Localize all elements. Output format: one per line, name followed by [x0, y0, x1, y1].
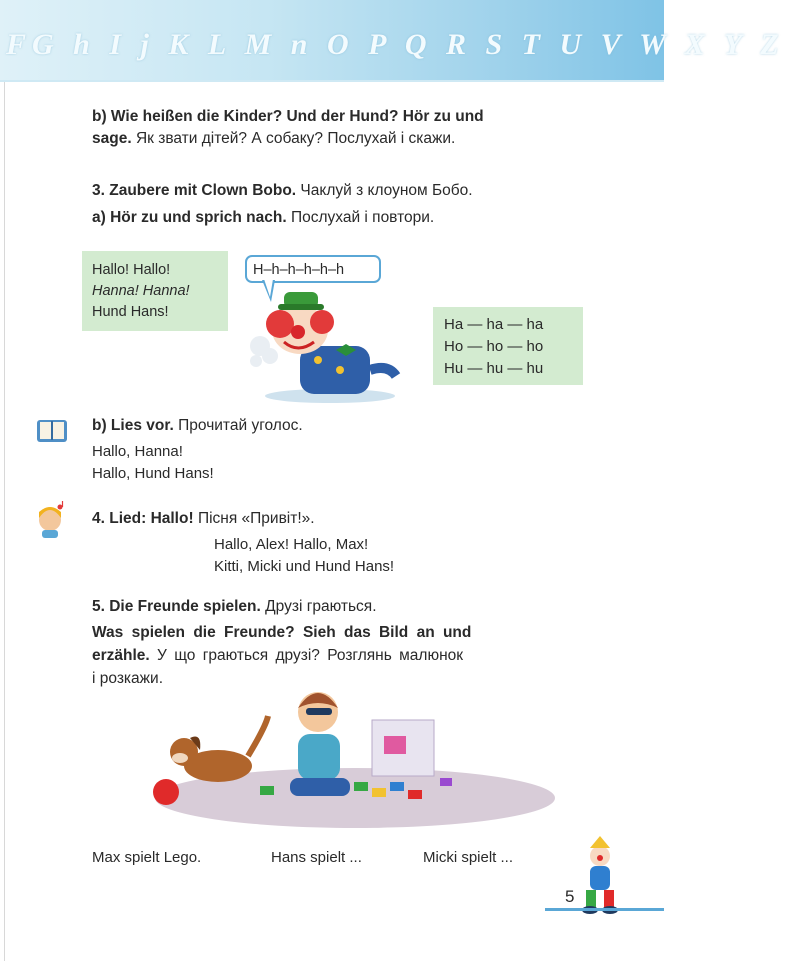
caption-max: Max spielt Lego. — [92, 849, 202, 866]
page-number: 5 — [565, 887, 575, 906]
small-clown-icon — [576, 836, 626, 914]
song-line2: Kitti, Micki und Hund Hans! — [214, 558, 395, 575]
task3b-line2: Hallo, Hund Hans! — [92, 465, 214, 482]
singing-girl-icon — [36, 502, 66, 538]
greeting-line1: Hallo! Hallo! — [92, 262, 171, 278]
task2b-ukrainian: Як звати дітей? А собаку? Послухай і скажи. — [135, 130, 456, 147]
task3-german: 3. Zaubere mit Clown Bobo. — [92, 182, 297, 199]
task2b-german-end: sage. — [92, 130, 132, 147]
task5-german: 5. Die Freunde spielen. — [92, 598, 261, 615]
task3a-heading — [92, 207, 434, 229]
clown-bobo-illustration — [240, 286, 405, 404]
task5-ukrainian: Друзі граються. — [265, 598, 377, 615]
greeting-line3: Hund Hans! — [92, 304, 169, 320]
task2b-line1 — [92, 106, 484, 128]
syllable-line3: Hu — hu — hu — [444, 360, 544, 377]
caption-micki: Micki spielt ... — [423, 849, 514, 866]
banner-edge — [0, 80, 664, 82]
task3b-line1: Hallo, Hanna! — [92, 443, 183, 460]
task5-question-line3: і розкажи. — [92, 670, 163, 687]
alphabet-banner — [0, 0, 785, 82]
task5-question-ukrainian: У що граються друзі? Розглянь малюнок — [157, 647, 464, 664]
task3a-german: a) Hör zu und sprich nach. — [92, 209, 287, 226]
task4-german: 4. Lied: Hallo! — [92, 510, 194, 527]
task5-question-line2 — [92, 645, 463, 667]
task4-ukrainian: Пісня «Привіт!». — [197, 510, 315, 527]
speech-bubble: H–h–h–h–h–h — [245, 255, 381, 283]
task5-heading — [92, 596, 377, 618]
task5-question-german-end: erzähle. — [92, 647, 150, 664]
syllable-line1: Ha — ha — ha — [444, 316, 544, 333]
task3b-german: b) Lies vor. — [92, 417, 174, 434]
task3a-ukrainian: Послухай і повтори. — [290, 209, 435, 226]
syllable-line2: Ho — ho — ho — [444, 338, 544, 355]
task4-heading — [92, 508, 315, 530]
task3-ukrainian: Чаклуй з клоуном Бобо. — [300, 182, 473, 199]
task2b-line2 — [92, 128, 455, 150]
children-playing-illustration — [140, 686, 570, 831]
page-left-rule — [4, 82, 5, 961]
song-line1: Hallo, Alex! Hallo, Max! — [214, 536, 369, 553]
task3-heading — [92, 180, 473, 202]
task3b-ukrainian: Прочитай уголос. — [178, 417, 303, 434]
alphabet-letters: FG h I j K L M n O P Q R S T U V W X Y Z — [6, 28, 785, 61]
book-icon — [36, 418, 68, 444]
task3b-heading — [92, 415, 303, 437]
caption-hans: Hans spielt ... — [271, 849, 362, 866]
task2b-german: b) Wie heißen die Kinder? Und der Hund? Hör zu und — [92, 108, 484, 125]
page-number-rule — [545, 908, 664, 911]
greeting-line2: Hanna! Hanna! — [92, 283, 190, 299]
task5-question-line1: Was spielen die Freunde? Sieh das Bild an und — [92, 624, 472, 641]
